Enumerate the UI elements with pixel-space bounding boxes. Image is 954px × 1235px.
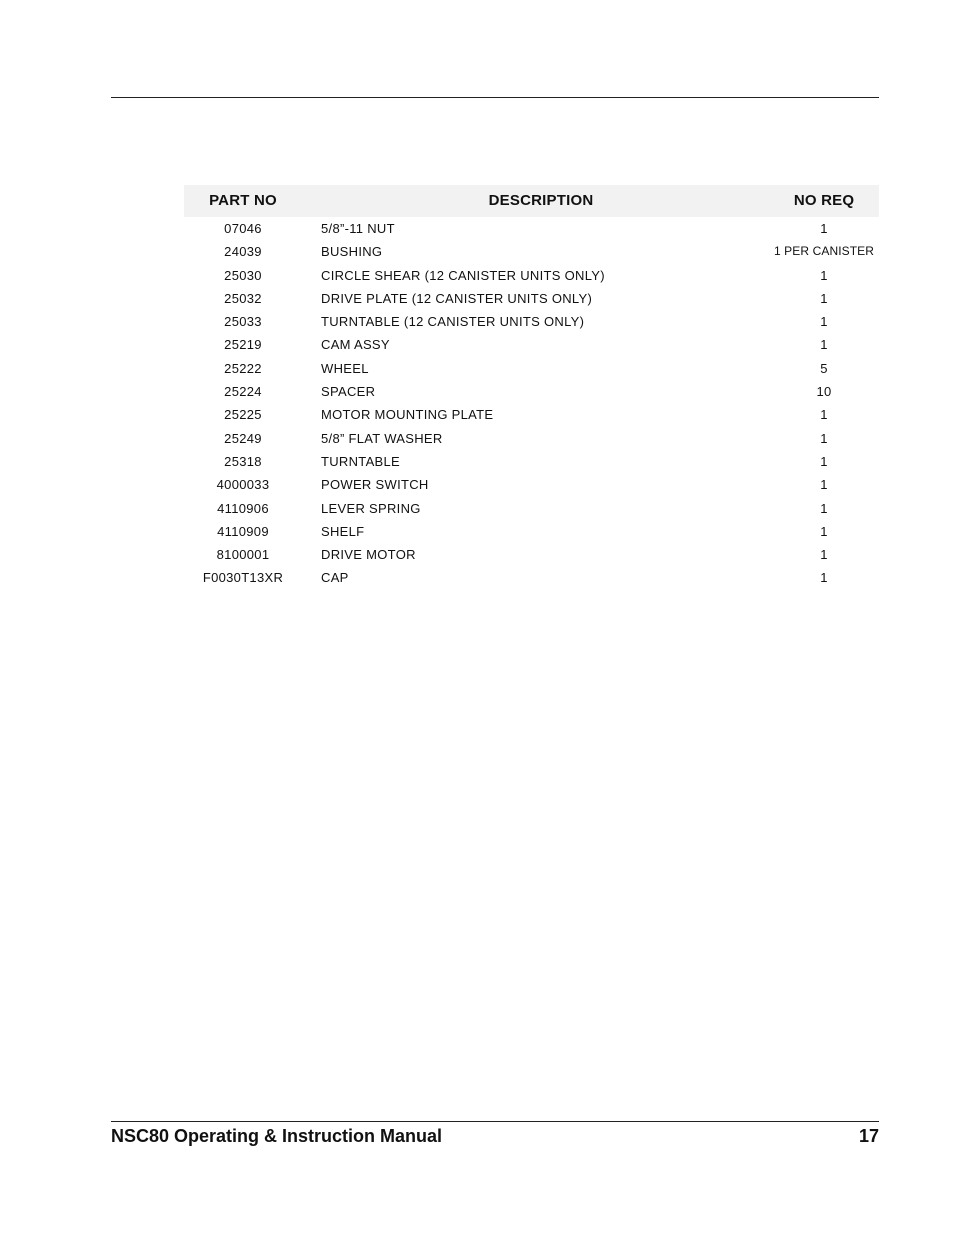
part-number-cell: 4000033 xyxy=(216,477,270,493)
table-row xyxy=(184,543,879,566)
table-row xyxy=(184,333,879,356)
part-number-cell: 8100001 xyxy=(216,547,270,563)
part-number-cell: 25219 xyxy=(224,337,262,353)
quantity-cell: 1 xyxy=(820,337,828,353)
quantity-cell: 1 xyxy=(820,267,828,283)
table-row xyxy=(184,240,879,263)
header-rule xyxy=(111,97,879,98)
description-cell: 5/8”-11 NUT xyxy=(321,221,395,236)
quantity-cell: 1 xyxy=(820,547,828,563)
part-number-cell: 07046 xyxy=(224,221,262,236)
part-number-cell: 25033 xyxy=(224,314,262,330)
header-no-req: NO REQ xyxy=(793,192,855,209)
table-row xyxy=(184,497,879,520)
table-row xyxy=(184,520,879,543)
table-body xyxy=(184,217,879,590)
description-cell: LEVER SPRING xyxy=(321,500,421,516)
quantity-cell: 1 xyxy=(820,407,828,423)
table-row xyxy=(184,380,879,403)
quantity-cell: 1 xyxy=(820,221,828,236)
part-number-cell: F0030T13XR xyxy=(202,570,284,586)
table-row xyxy=(184,566,879,589)
table-row xyxy=(184,357,879,380)
table-row xyxy=(184,403,879,426)
description-cell: DRIVE MOTOR xyxy=(321,547,416,563)
quantity-cell: 1 xyxy=(820,523,828,539)
quantity-cell: 1 xyxy=(820,314,828,330)
part-number-cell: 25032 xyxy=(224,290,262,306)
description-cell: CAM ASSY xyxy=(321,337,390,353)
table-header xyxy=(184,185,879,217)
description-cell: BUSHING xyxy=(321,244,383,260)
part-number-cell: 25222 xyxy=(224,360,262,376)
part-number-cell: 4110906 xyxy=(217,500,269,516)
footer-rule xyxy=(111,1121,879,1122)
description-cell: WHEEL xyxy=(321,360,369,376)
table-row xyxy=(184,287,879,310)
quantity-cell: 1 xyxy=(820,477,828,493)
description-cell: CAP xyxy=(321,570,349,586)
part-number-cell: 25249 xyxy=(224,430,262,446)
quantity-cell: 1 xyxy=(820,570,828,586)
parts-table xyxy=(184,185,879,590)
footer-manual-title: NSC80 Operating & Instruction Manual xyxy=(111,1126,443,1146)
header-description: DESCRIPTION xyxy=(488,192,594,209)
table-row xyxy=(184,310,879,333)
table-row xyxy=(184,473,879,496)
quantity-cell: 1 xyxy=(820,453,828,469)
table-row xyxy=(184,217,879,240)
footer-page-number: 17 xyxy=(858,1126,879,1146)
table-row xyxy=(184,427,879,450)
quantity-cell: 1 xyxy=(820,500,828,516)
quantity-cell: 10 xyxy=(816,384,832,400)
description-cell: SPACER xyxy=(321,384,376,400)
quantity-cell: 5 xyxy=(820,360,828,376)
description-cell: DRIVE PLATE (12 CANISTER UNITS ONLY) xyxy=(321,290,593,306)
part-number-cell: 25225 xyxy=(224,407,262,423)
description-cell: SHELF xyxy=(321,523,365,539)
part-number-cell: 25030 xyxy=(224,267,262,283)
description-cell: TURNTABLE (12 CANISTER UNITS ONLY) xyxy=(321,314,585,330)
part-number-cell: 25318 xyxy=(224,453,262,469)
table-row xyxy=(184,450,879,473)
part-number-cell: 24039 xyxy=(224,244,262,260)
table-row xyxy=(184,264,879,287)
part-number-cell: 25224 xyxy=(224,384,262,400)
description-cell: 5/8” FLAT WASHER xyxy=(321,430,443,446)
description-cell: MOTOR MOUNTING PLATE xyxy=(321,407,494,423)
quantity-cell: 1 PER CANISTER xyxy=(773,244,875,259)
description-cell: TURNTABLE xyxy=(321,453,401,469)
part-number-cell: 4110909 xyxy=(217,523,269,539)
quantity-cell: 1 xyxy=(820,290,828,306)
description-cell: CIRCLE SHEAR (12 CANISTER UNITS ONLY) xyxy=(321,267,605,283)
description-cell: POWER SWITCH xyxy=(321,477,429,493)
quantity-cell: 1 xyxy=(820,430,828,446)
header-part-no: PART NO xyxy=(209,192,277,209)
